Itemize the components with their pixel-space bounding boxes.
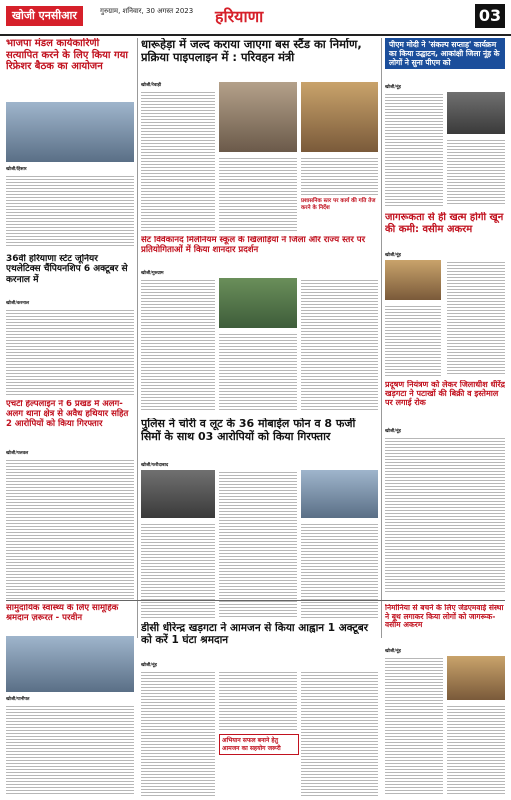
story-body-col2 bbox=[219, 670, 297, 730]
story-dateline: खोजी/रेवाड़ी bbox=[141, 83, 162, 88]
story-bjp-mandal bbox=[6, 38, 134, 248]
story-dateline: खोजी/पलवल bbox=[6, 451, 29, 456]
story-highlight-box: अभियान सफल बनाने हेतु आमजन का सहयोग जरूरी bbox=[219, 734, 299, 755]
story-photo bbox=[219, 278, 297, 328]
story-body bbox=[385, 656, 443, 796]
story-vivekanand-school bbox=[141, 236, 378, 412]
story-photo bbox=[219, 82, 297, 152]
story-dateline: खोजी/हिसार bbox=[6, 167, 27, 172]
column-divider bbox=[381, 38, 382, 638]
story-body-col2 bbox=[219, 156, 297, 232]
story-body-col3 bbox=[301, 156, 378, 196]
story-dateline: खोजी/पानीपत bbox=[6, 697, 30, 702]
story-headline: पीएम मोदी ने 'संकल्प सप्ताह' कार्यक्रम का किया उद्घाटन, आकांक्षी जिला नूंह के लोगों ने सुना पीएम को bbox=[385, 38, 505, 69]
story-dateline: खोजी/फरीदाबाद bbox=[141, 463, 169, 468]
story-dateline: खोजी/नूंह bbox=[385, 253, 401, 258]
story-body-2 bbox=[447, 138, 505, 206]
story-body-2 bbox=[447, 704, 505, 796]
story-body-col3 bbox=[301, 670, 378, 796]
story-photo bbox=[385, 260, 441, 300]
newspaper-brand: खोजी एनसीआर bbox=[6, 6, 83, 26]
story-dharuhera-bus-stand bbox=[141, 38, 378, 232]
story-photo bbox=[447, 656, 505, 700]
story-mobile-theft-arrest bbox=[141, 418, 378, 618]
section-title: हरियाणा bbox=[215, 7, 264, 26]
story-headline: डीसी धीरेन्द्र खड़गटा ने आमजन से किया आह्वान 1 अक्टूबर को करें 1 घंटा श्रमदान bbox=[141, 622, 369, 647]
story-pullquote: प्रशासनिक स्तर पर कार्य की गति तेज करने के निर्देश bbox=[301, 198, 376, 211]
story-photo bbox=[6, 636, 134, 692]
story-headline: प्रदूषण नियंत्रण को लेकर जिलाधीश धीरेंद्र खड़गटा ने पटाखों की बिक्री व इस्तेमाल पर लगाई रोक bbox=[385, 380, 505, 408]
story-dateline: खोजी/नूंह bbox=[141, 663, 157, 668]
page-number: 03 bbox=[475, 4, 505, 28]
column-divider bbox=[137, 38, 138, 638]
issue-date: गुरुग्राम, शनिवार, 30 अगस्त 2023 bbox=[100, 7, 194, 15]
story-body bbox=[6, 704, 134, 796]
story-body-col2 bbox=[219, 470, 297, 618]
story-body-col3 bbox=[301, 522, 378, 618]
story-body bbox=[6, 174, 134, 248]
story-headline: सेंट विवेकानंद मिलेनियम स्कूल के खिलाड़ियों ने जिला और राज्य स्तर पर प्रतियोगिताओं में किया शानदार प्रदर्शन bbox=[141, 236, 366, 255]
story-dateline: खोजी/करनाल bbox=[6, 301, 30, 306]
story-photo-2 bbox=[301, 82, 378, 152]
story-headline: भाजपा मंडल कार्यकारिणी सत्यापित करने के लिए किया गया रिफ्रेशर बैठक का आयोजन bbox=[6, 38, 129, 72]
story-blood-awareness bbox=[385, 212, 505, 376]
story-headline: सामुदायिक स्वास्थ्य के लिए सामूहिक श्रमदान ज़रूरत - परवीन bbox=[6, 604, 119, 623]
story-body-col1 bbox=[141, 90, 215, 232]
story-body bbox=[385, 436, 505, 594]
story-body-col1 bbox=[141, 278, 215, 412]
story-pollution-firecracker-ban bbox=[385, 380, 505, 594]
section-divider bbox=[6, 600, 505, 601]
story-dateline: खोजी/नूंह bbox=[385, 85, 401, 90]
story-headline: 36वीं हरियाणा स्टेट जूनियर एथलेटिक्स चैंपियनशिप 6 अक्टूबर से करनाल में bbox=[6, 254, 128, 285]
story-photo bbox=[447, 92, 505, 134]
story-headline: धारूहेड़ा में जल्द कराया जाएगा बस स्टैंड का निर्माण, प्रक्रिया पाइपलाइन में : परिवहन मंत्री bbox=[141, 38, 362, 65]
story-illegal-weapons-arrest bbox=[6, 400, 134, 600]
story-body-col1 bbox=[141, 670, 215, 796]
story-photo bbox=[141, 470, 215, 518]
story-pm-modi-sankalp bbox=[385, 38, 505, 206]
story-body bbox=[6, 308, 134, 396]
story-body-2 bbox=[447, 260, 505, 376]
story-athletics-championship bbox=[6, 254, 134, 396]
story-dateline: खोजी/नूंह bbox=[385, 429, 401, 434]
story-headline: पुलिस ने चोरी व लूट के 36 मोबाईल फोन व 8 फर्जी सिमों के साथ 03 आरोपियों को किया गिरफ्तार bbox=[141, 418, 356, 443]
story-body-col2 bbox=[219, 332, 297, 412]
story-headline: जागरूकता से ही खत्म होगी खून की कमी: वसीम अकरम bbox=[385, 212, 504, 235]
story-community-health bbox=[6, 604, 134, 796]
story-headline: निमोनिया से बचने के लिए जेडएमवाई संस्था ने बूथ लगाकर किया लोगों को जागरूक-वसीम अकरम bbox=[385, 604, 504, 630]
story-dateline: खोजी/गुरुग्राम bbox=[141, 271, 164, 276]
story-headline: एचटी हेल्पलाइन ने 6 प्रखंड में अलग-अलग थाना क्षेत्र से अवैध हथियार सहित 2 आरोपियों को किया गिरफ्तार bbox=[6, 400, 129, 429]
story-body bbox=[385, 92, 443, 206]
story-body bbox=[385, 304, 441, 376]
story-pneumonia-awareness bbox=[385, 604, 505, 796]
story-dc-shramdaan bbox=[141, 622, 378, 796]
story-body bbox=[6, 458, 134, 600]
story-body-col3 bbox=[301, 278, 378, 412]
story-photo-2 bbox=[301, 470, 378, 518]
masthead bbox=[0, 0, 511, 36]
story-photo bbox=[6, 102, 134, 162]
story-body-col1 bbox=[141, 522, 215, 618]
story-dateline: खोजी/नूंह bbox=[385, 649, 401, 654]
